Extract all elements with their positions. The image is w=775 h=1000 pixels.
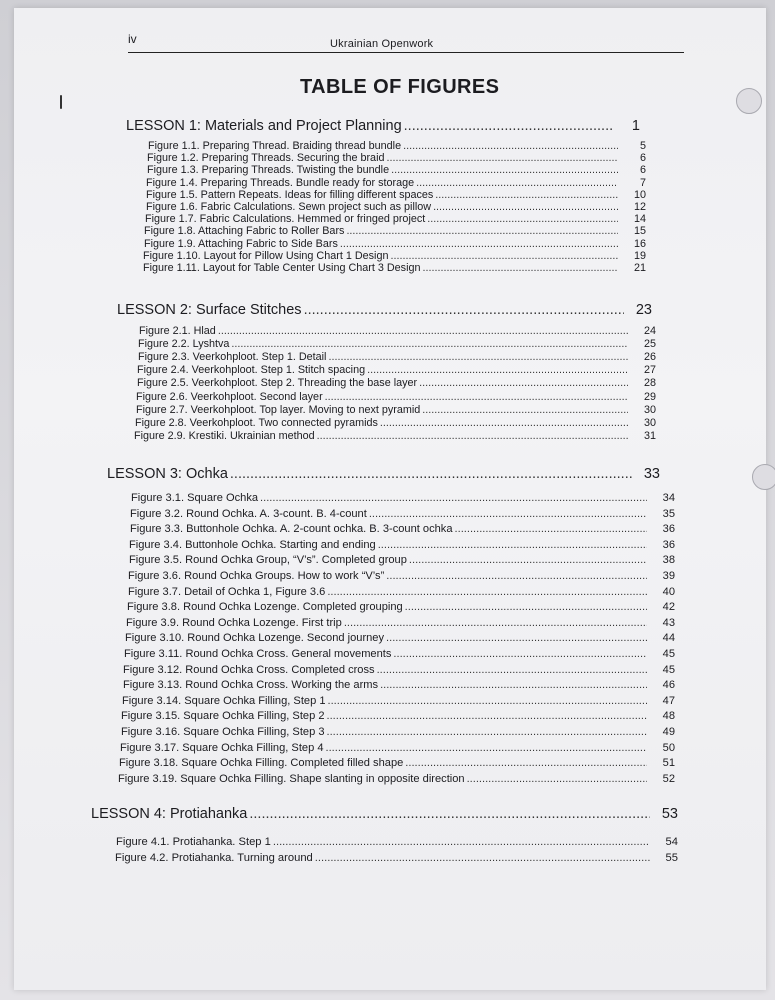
figure-entry-page: 38 (662, 554, 675, 567)
dot-leader (344, 617, 647, 629)
dot-leader (218, 325, 628, 337)
figure-entry-label: Figure 3.14. Square Ochka Filling, Step 1 (122, 694, 326, 707)
figure-entry-label: Figure 1.5. Pattern Repeats. Ideas for filling different spaces (146, 188, 434, 201)
dot-leader (340, 238, 618, 250)
figure-entry-page: 14 (633, 213, 646, 226)
figure-entry-page: 31 (643, 429, 656, 442)
dot-leader (326, 742, 648, 754)
figure-entry (137, 377, 656, 390)
figure-entry (136, 404, 656, 417)
figure-entry-label: Figure 1.6. Fabric Calculations. Sewn project such as pillow (146, 201, 432, 213)
figure-entry-label: Figure 3.1. Square Ochka (131, 492, 259, 504)
figure-entry-page: 19 (633, 249, 646, 262)
figure-entry (136, 391, 656, 404)
dot-leader (422, 404, 628, 416)
lesson-heading (117, 302, 652, 322)
figure-entry-label: Figure 3.4. Buttonhole Ochka. Starting and ending (129, 538, 376, 551)
figure-entry (131, 492, 675, 508)
binder-hole-middle (752, 464, 775, 490)
header-page-number: iv (128, 32, 137, 46)
figure-entry-label: Figure 3.18. Square Ochka Filling. Completed filled shape (119, 757, 404, 770)
figure-entry-page: 30 (643, 403, 656, 416)
figure-entry (127, 601, 675, 617)
figure-entry-label: Figure 3.16. Square Ochka Filling, Step 3 (121, 726, 325, 738)
figure-entry-label: Figure 3.10. Round Ochka Lozenge. Second journey (125, 632, 385, 645)
figure-entry (148, 140, 646, 152)
figure-entry (130, 523, 675, 539)
dot-leader (386, 632, 647, 644)
figure-entry (146, 201, 646, 213)
figure-entry-label: Figure 1.4. Preparing Threads. Bundle ready for storage (146, 176, 415, 189)
figure-entry (135, 417, 656, 430)
dot-leader (427, 213, 618, 225)
dot-leader (391, 164, 618, 176)
dot-leader (231, 338, 628, 350)
figure-entry (129, 539, 675, 555)
figure-entry-page: 27 (643, 364, 656, 377)
figure-entry-label: Figure 3.2. Round Ochka. A. 3-count. B. 4-count (130, 507, 367, 520)
lesson-heading-page: 1 (631, 118, 640, 134)
figure-entry (143, 262, 646, 274)
figure-entry-page: 45 (662, 648, 675, 660)
dot-leader (328, 351, 628, 363)
figure-entry (147, 164, 646, 176)
figure-entry (129, 554, 675, 570)
dot-leader (369, 508, 647, 520)
dot-leader (273, 836, 650, 848)
figure-entry-page: 35 (662, 507, 675, 520)
figure-entry-label: Figure 3.8. Round Ochka Lozenge. Completed grouping (127, 601, 403, 614)
running-header (128, 32, 684, 53)
dot-leader (386, 152, 618, 164)
lesson-heading-page: 33 (643, 466, 660, 482)
figure-entry-page: 30 (643, 416, 656, 429)
lesson-heading-page: 53 (661, 806, 678, 822)
figure-entry-label: Figure 3.19. Square Ochka Filling. Shape slanting in opposite direction (118, 772, 465, 785)
figure-entry-label: Figure 2.7. Veerkohploot. Top layer. Moving to next pyramid (136, 403, 421, 416)
figure-entry (128, 570, 675, 586)
figure-entry (138, 351, 656, 364)
figure-entry-label: Figure 3.11. Round Ochka Cross. General movements (124, 648, 392, 660)
dot-leader (404, 118, 612, 134)
figure-entry (126, 617, 675, 633)
figure-entry-label: Figure 3.9. Round Ochka Lozenge. First trip (126, 616, 342, 629)
lesson-heading (107, 466, 660, 486)
dot-leader (380, 679, 647, 691)
figure-entry-page: 5 (639, 140, 646, 152)
figure-entry-page: 42 (662, 601, 675, 614)
figure-entry-label: Figure 3.6. Round Ochka Groups. How to work “V’s” (128, 570, 385, 582)
figure-entry-page: 46 (662, 679, 675, 692)
figure-entry-page: 50 (662, 741, 675, 754)
dot-leader (249, 806, 650, 822)
figure-entry-page: 55 (665, 852, 678, 864)
dot-leader (304, 302, 624, 318)
dot-leader (433, 201, 618, 213)
dot-leader (390, 250, 618, 262)
figure-entry-label: Figure 1.8. Attaching Fabric to Roller Bars (144, 225, 345, 238)
figure-entry (122, 695, 675, 711)
figure-entry-label: Figure 3.17. Square Ochka Filling, Step 4 (120, 741, 324, 754)
figure-entry-label: Figure 2.1. Hlad (139, 325, 216, 337)
binder-hole-top (736, 88, 762, 114)
lesson-heading-label: LESSON 3: Ochka (107, 466, 228, 482)
dot-leader (327, 586, 647, 598)
dot-leader (327, 710, 648, 722)
figure-entry (123, 679, 675, 695)
figure-entry-page: 36 (662, 538, 675, 551)
figure-entry (119, 757, 675, 773)
dot-leader (377, 664, 647, 676)
figure-entry-page: 49 (662, 726, 675, 738)
figure-entry-page: 45 (662, 663, 675, 676)
dot-leader (325, 391, 628, 403)
header-book-title: Ukrainian Openwork (330, 38, 434, 50)
lesson-heading (126, 118, 640, 138)
figure-entry (130, 508, 675, 524)
dot-leader (419, 377, 628, 389)
figure-entry-page: 26 (643, 351, 656, 364)
figure-entry-page: 34 (662, 492, 675, 504)
dot-leader (422, 262, 618, 274)
figure-entry-label: Figure 3.5. Round Ochka Group, “V’s”. Completed group (129, 554, 407, 567)
figure-entry-label: Figure 1.3. Preparing Threads. Twisting the bundle (147, 164, 390, 177)
dot-leader (327, 726, 648, 738)
figure-entry-label: Figure 1.7. Fabric Calculations. Hemmed or fringed project (145, 213, 426, 226)
figure-entry-label: Figure 3.15. Square Ochka Filling, Step 2 (121, 710, 325, 723)
figure-entry-page: 28 (643, 377, 656, 390)
figure-entry (124, 648, 675, 664)
dot-leader (403, 140, 618, 152)
dot-leader (346, 225, 618, 237)
lesson-heading (91, 806, 678, 826)
figure-entry (146, 177, 646, 189)
dot-leader (230, 466, 632, 482)
dot-leader (405, 757, 647, 769)
dot-leader (409, 554, 647, 566)
figure-entry (121, 710, 675, 726)
dot-leader (260, 492, 647, 504)
figure-entry (147, 152, 646, 164)
dot-leader (393, 648, 647, 660)
dot-leader (378, 539, 647, 551)
figure-entry (128, 586, 675, 602)
figure-entry (125, 632, 675, 648)
figure-entry-label: Figure 4.2. Protiahanka. Turning around (115, 852, 313, 864)
dot-leader (367, 364, 628, 376)
figure-entry-page: 12 (633, 201, 646, 213)
figure-entry-page: 40 (662, 585, 675, 598)
figure-entry-page: 47 (662, 694, 675, 707)
figure-entry (146, 189, 646, 201)
lesson-heading-page: 23 (635, 302, 652, 318)
figure-entry-page: 10 (633, 188, 646, 201)
figure-entry-page: 51 (662, 757, 675, 770)
figure-entry (139, 325, 656, 338)
figure-entry (138, 338, 656, 351)
lesson-heading-label: LESSON 2: Surface Stitches (117, 302, 302, 318)
figure-entry-page: 52 (662, 772, 675, 785)
dot-leader (315, 852, 650, 864)
figure-entry-label: Figure 3.3. Buttonhole Ochka. A. 2-count ochka. B. 3-count ochka (130, 523, 453, 536)
dot-leader (328, 695, 648, 707)
figure-entry (123, 664, 675, 680)
figure-entry-page: 39 (662, 570, 675, 582)
dot-leader (386, 570, 647, 582)
dot-leader (380, 417, 628, 429)
figure-entry-page: 36 (662, 523, 675, 536)
figure-entry-label: Figure 2.9. Krestiki. Ukrainian method (134, 429, 315, 442)
dot-leader (467, 773, 647, 785)
figure-entry-label: Figure 1.2. Preparing Threads. Securing the braid (147, 152, 385, 165)
figure-entry-label: Figure 3.12. Round Ochka Cross. Completed cross (123, 663, 375, 676)
figure-entry (121, 726, 675, 742)
margin-mark (60, 95, 62, 109)
figure-entry (116, 836, 678, 852)
figure-entry-label: Figure 2.5. Veerkohploot. Step 2. Threading the base layer (137, 377, 418, 390)
figure-entry-label: Figure 4.1. Protiahanka. Step 1 (116, 836, 271, 848)
lesson-heading-label: LESSON 4: Protiahanka (91, 806, 248, 822)
figure-entry (144, 225, 646, 237)
figure-entry-label: Figure 2.8. Veerkohploot. Two connected pyramids (135, 416, 378, 429)
figure-entry-page: 21 (633, 262, 646, 274)
dot-leader (455, 523, 647, 535)
figure-entry-label: Figure 2.2. Lyshtva (138, 338, 230, 351)
figure-entry (145, 213, 646, 225)
figure-entry-page: 44 (662, 632, 675, 645)
page-title: TABLE OF FIGURES (300, 76, 500, 98)
figure-entry (118, 773, 675, 789)
dot-leader (416, 177, 618, 189)
dot-leader (435, 189, 618, 201)
figure-entry (143, 250, 646, 262)
figure-entry-page: 29 (643, 390, 656, 403)
figure-entry-page: 43 (662, 616, 675, 629)
figure-entry (120, 742, 675, 758)
figure-entry-label: Figure 2.6. Veerkohploot. Second layer (136, 390, 323, 403)
lesson-heading-label: LESSON 1: Materials and Project Planning (126, 118, 402, 134)
figure-entry-page: 25 (643, 338, 656, 351)
figure-entry (137, 364, 656, 377)
figure-entry (144, 238, 646, 250)
figure-entry-label: Figure 2.4. Veerkohploot. Step 1. Stitch spacing (137, 364, 366, 377)
figure-entry-page: 24 (643, 325, 656, 337)
figure-entry-label: Figure 1.10. Layout for Pillow Using Chart 1 Design (143, 249, 389, 262)
figure-entry-label: Figure 3.13. Round Ochka Cross. Working the arms (123, 679, 379, 692)
figure-entry-page: 7 (639, 176, 646, 189)
figure-entry-page: 15 (633, 225, 646, 238)
figure-entry-page: 6 (639, 164, 646, 177)
figure-entry-page: 54 (665, 836, 678, 848)
figure-entry-label: Figure 1.1. Preparing Thread. Braiding thread bundle (148, 140, 402, 152)
figure-entry-page: 48 (662, 710, 675, 723)
dot-leader (317, 430, 628, 442)
figure-entry-label: Figure 1.11. Layout for Table Center Using Chart 3 Design (143, 262, 421, 274)
figure-entry-label: Figure 3.7. Detail of Ochka 1, Figure 3.6 (128, 585, 326, 598)
dot-leader (405, 601, 647, 613)
figure-entry-label: Figure 2.3. Veerkohploot. Step 1. Detail (138, 351, 327, 364)
figure-entry (115, 852, 678, 868)
figure-entry-label: Figure 1.9. Attaching Fabric to Side Bars (144, 237, 338, 250)
figure-entry (134, 430, 656, 443)
figure-entry-page: 16 (633, 237, 646, 250)
figure-entry-page: 6 (639, 152, 646, 165)
